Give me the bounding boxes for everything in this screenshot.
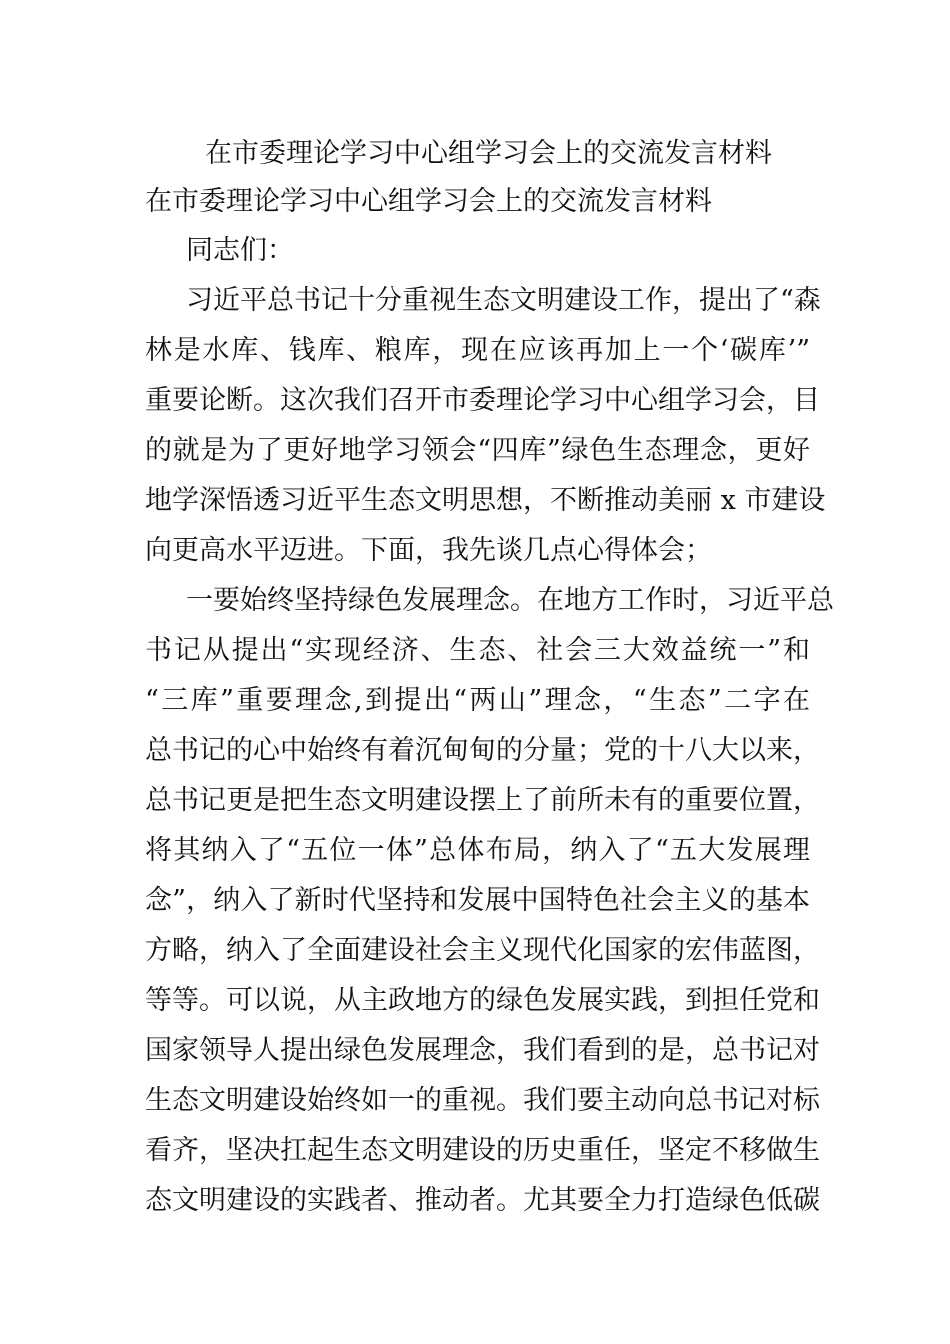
body-line: 书记从提出“实现经济、生态、社会三大效益统一”和	[145, 635, 810, 666]
body-line: 总书记更是把生态文明建设摆上了前所未有的重要位置，	[145, 785, 820, 816]
body-line: “三库”重要理念,到提出“两山”理念，“生态”二字在	[145, 685, 810, 716]
document-subtitle: 在市委理论学习中心组学习会上的交流发言材料	[145, 186, 712, 217]
body-line: 向更高水平迈进。下面，我先谈几点心得体会；	[145, 535, 712, 566]
body-line: 态文明建设的实践者、推动者。尤其要全力打造绿色低碳	[145, 1185, 820, 1216]
body-line: 林是水库、钱库、粮库，现在应该再加上一个‘碳库’”	[145, 335, 810, 366]
body-line: 等等。可以说，从主政地方的绿色发展实践，到担任党和	[145, 985, 820, 1016]
salutation: 同志们：	[186, 235, 294, 266]
body-line: 生态文明建设始终如一的重视。我们要主动向总书记对标	[145, 1085, 820, 1116]
body-line: 地学深悟透习近平生态文明思想，不断推动美丽 x 市建设	[145, 485, 826, 516]
body-line: 习近平总书记十分重视生态文明建设工作，提出了“森	[186, 285, 821, 316]
body-line: 念”，纳入了新时代坚持和发展中国特色社会主义的基本	[145, 885, 810, 916]
body-line: 国家领导人提出绿色发展理念，我们看到的是，总书记对	[145, 1035, 820, 1066]
body-line: 将其纳入了“五位一体”总体布局，纳入了“五大发展理	[145, 835, 810, 866]
body-line: 看齐，坚决扛起生态文明建设的历史重任，坚定不移做生	[145, 1135, 820, 1166]
body-line: 的就是为了更好地学习领会“四库”绿色生态理念，更好	[145, 435, 810, 466]
document-title: 在市委理论学习中心组学习会上的交流发言材料	[205, 138, 772, 169]
body-line: 重要论断。这次我们召开市委理论学习中心组学习会，目	[145, 385, 820, 416]
body-line: 方略，纳入了全面建设社会主义现代化国家的宏伟蓝图，	[145, 935, 820, 966]
body-line: 总书记的心中始终有着沉甸甸的分量；党的十八大以来，	[145, 735, 820, 766]
body-line: 一要始终坚持绿色发展理念。在地方工作时，习近平总	[186, 585, 834, 616]
